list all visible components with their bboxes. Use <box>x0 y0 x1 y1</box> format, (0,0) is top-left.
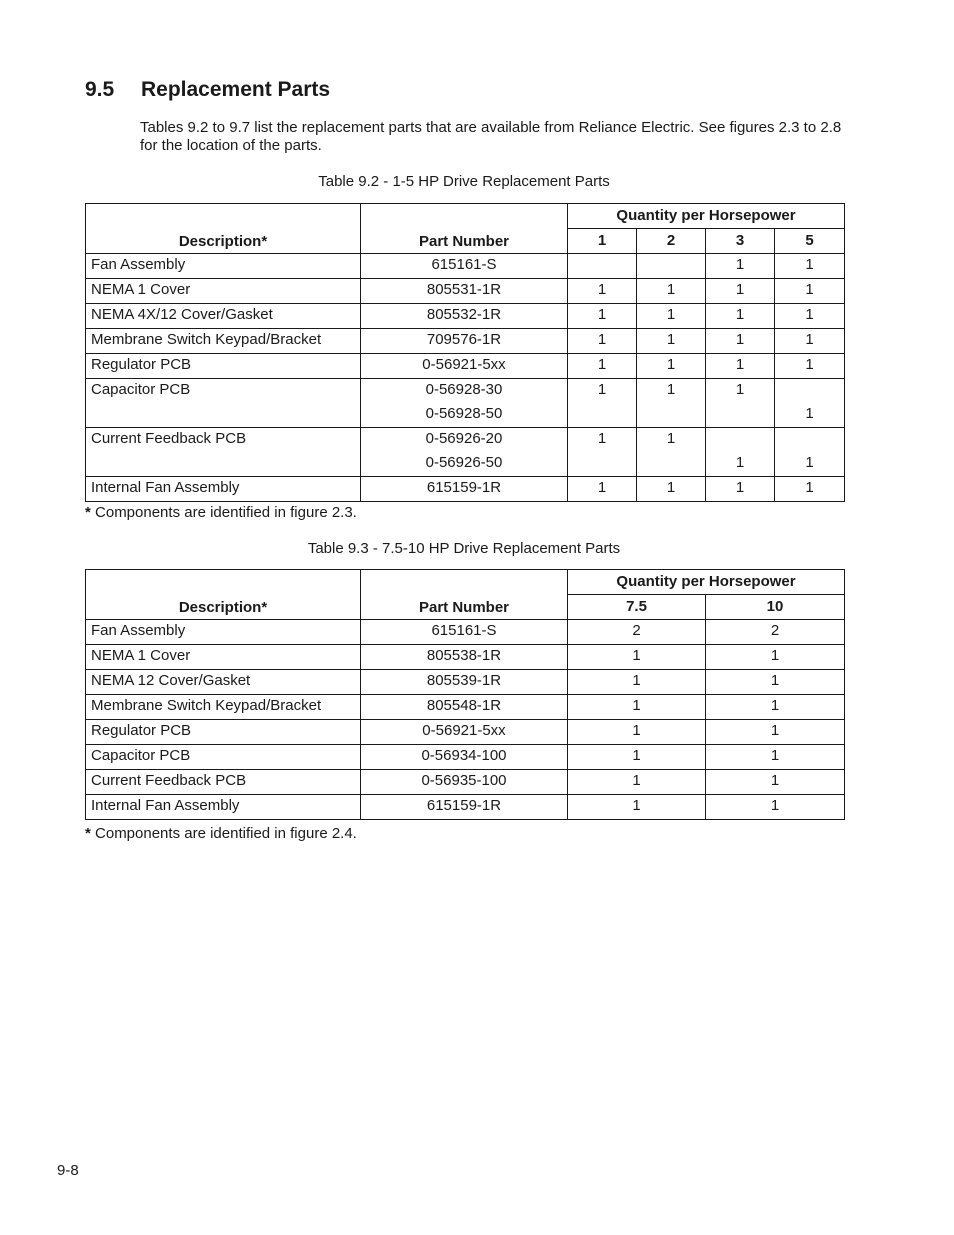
part-number-cell <box>361 379 568 428</box>
table-row <box>86 428 845 477</box>
quantity-value <box>642 452 700 476</box>
quantity-cell <box>775 428 845 477</box>
table1-footnote <box>85 504 357 521</box>
part-number: 805538-1R <box>426 647 502 664</box>
quantity-cell <box>568 620 706 645</box>
part-number-cell <box>361 477 568 502</box>
part-description: Capacitor PCB <box>86 379 361 428</box>
table1-header-hp: 2 <box>637 229 706 254</box>
table-row <box>86 379 845 428</box>
quantity-cell <box>568 720 706 745</box>
part-number-cell <box>361 279 568 304</box>
quantity-cell <box>706 645 845 670</box>
part-number-cell <box>361 304 568 329</box>
part-number: 615161-S <box>431 256 497 273</box>
table2-header-hp: 7.5 <box>568 595 706 620</box>
table1-parts-table <box>85 203 845 502</box>
quantity-cell <box>775 379 845 428</box>
quantity-cell <box>637 477 706 502</box>
part-number: 805532-1R <box>426 306 502 323</box>
part-description: Regulator PCB <box>86 720 361 745</box>
part-number: 615159-1R <box>426 479 502 496</box>
quantity-value: 1 <box>632 797 641 814</box>
quantity-cell <box>775 477 845 502</box>
quantity-value <box>573 403 631 427</box>
quantity-value: 1 <box>597 381 607 398</box>
quantity-value: 1 <box>805 281 814 298</box>
part-number-cell <box>361 428 568 477</box>
part-number: 615159-1R <box>426 797 502 814</box>
part-number: 0-56921-5xx <box>422 356 506 373</box>
table-row <box>86 720 845 745</box>
table-row <box>86 745 845 770</box>
part-description: Current Feedback PCB <box>86 428 361 477</box>
quantity-cell <box>706 428 775 477</box>
table2-header-description: Description* <box>86 570 361 620</box>
quantity-value: 1 <box>632 747 641 764</box>
quantity-value: 1 <box>805 331 814 348</box>
quantity-value: 1 <box>666 331 676 348</box>
part-number-cell <box>361 670 568 695</box>
quantity-value: 1 <box>735 479 745 496</box>
quantity-value <box>780 428 839 452</box>
table2-parts-table <box>85 569 845 820</box>
quantity-cell <box>568 379 637 428</box>
quantity-value: 1 <box>597 479 607 496</box>
part-description: NEMA 12 Cover/Gasket <box>86 670 361 695</box>
quantity-cell <box>775 279 845 304</box>
part-number: 0-56926-50 <box>425 454 503 471</box>
part-description: Fan Assembly <box>86 620 361 645</box>
quantity-value <box>780 379 839 403</box>
table-row <box>86 645 845 670</box>
table1-header-hp: 5 <box>775 229 845 254</box>
quantity-value: 1 <box>770 647 780 664</box>
section-title: Replacement Parts <box>141 78 331 101</box>
quantity-value: 1 <box>597 306 607 323</box>
part-description: Current Feedback PCB <box>86 770 361 795</box>
quantity-value: 1 <box>597 430 607 447</box>
part-description: Internal Fan Assembly <box>86 477 361 502</box>
quantity-cell <box>637 279 706 304</box>
table1-header-hp: 3 <box>706 229 775 254</box>
part-number: 0-56934-100 <box>421 747 507 764</box>
quantity-cell <box>775 254 845 279</box>
quantity-cell <box>568 770 706 795</box>
quantity-cell <box>568 670 706 695</box>
quantity-cell <box>706 379 775 428</box>
table2-caption: Table 9.3 - 7.5-10 HP Drive Replacement Parts <box>307 540 621 557</box>
quantity-value: 1 <box>666 281 676 298</box>
part-number: 0-56935-100 <box>421 772 507 789</box>
quantity-cell <box>568 304 637 329</box>
quantity-value: 1 <box>735 281 745 298</box>
quantity-cell <box>775 354 845 379</box>
quantity-cell <box>706 329 775 354</box>
table1-header-quantity: Quantity per Horsepower <box>568 204 845 229</box>
intro-paragraph: Tables 9.2 to 9.7 list the replacement parts that are available from Reliance Electric. See figures 2.3 to 2.8 for the location of the parts. <box>140 119 842 154</box>
footnote-marker: * <box>85 825 91 842</box>
quantity-value: 1 <box>632 647 641 664</box>
part-number: 0-56928-30 <box>425 381 503 398</box>
quantity-value <box>642 403 700 427</box>
quantity-value: 2 <box>632 622 641 639</box>
quantity-cell <box>706 745 845 770</box>
quantity-cell <box>637 354 706 379</box>
part-description: Membrane Switch Keypad/Bracket <box>86 329 361 354</box>
quantity-cell <box>706 304 775 329</box>
quantity-value: 1 <box>632 722 641 739</box>
part-number-cell <box>361 745 568 770</box>
quantity-cell <box>568 428 637 477</box>
table-row <box>86 354 845 379</box>
table-row <box>86 670 845 695</box>
quantity-value: 1 <box>805 454 814 471</box>
quantity-value: 1 <box>770 797 780 814</box>
part-number-cell <box>361 645 568 670</box>
part-number: 0-56926-20 <box>425 430 503 447</box>
quantity-value: 1 <box>666 381 676 398</box>
quantity-cell <box>568 354 637 379</box>
quantity-cell <box>706 620 845 645</box>
quantity-cell <box>637 428 706 477</box>
quantity-value: 1 <box>805 256 814 273</box>
part-number-cell <box>361 695 568 720</box>
table2-header-part-number: Part Number <box>361 570 568 620</box>
table-row <box>86 279 845 304</box>
quantity-value: 1 <box>770 672 780 689</box>
part-number: 709576-1R <box>426 331 502 348</box>
quantity-value: 1 <box>632 672 641 689</box>
quantity-value: 1 <box>666 479 676 496</box>
part-description: NEMA 4X/12 Cover/Gasket <box>86 304 361 329</box>
quantity-value <box>573 452 631 476</box>
quantity-cell <box>568 795 706 820</box>
quantity-cell <box>775 304 845 329</box>
quantity-value: 1 <box>735 306 745 323</box>
quantity-cell <box>637 379 706 428</box>
table1-caption: Table 9.2 - 1-5 HP Drive Replacement Parts <box>318 173 610 190</box>
table1-header-part-number: Part Number <box>361 204 568 254</box>
quantity-cell <box>706 354 775 379</box>
quantity-cell <box>706 670 845 695</box>
quantity-value: 1 <box>666 430 676 447</box>
quantity-value: 1 <box>735 454 745 471</box>
quantity-value: 1 <box>770 697 780 714</box>
part-number: 805531-1R <box>426 281 502 298</box>
quantity-cell <box>568 695 706 720</box>
quantity-value: 1 <box>805 356 814 373</box>
quantity-value: 1 <box>770 722 780 739</box>
part-number-cell <box>361 254 568 279</box>
quantity-value: 1 <box>597 331 607 348</box>
table1-header-description: Description* <box>86 204 361 254</box>
part-description: Regulator PCB <box>86 354 361 379</box>
table2-header-hp: 10 <box>706 595 845 620</box>
quantity-value: 1 <box>805 479 814 496</box>
quantity-cell <box>706 695 845 720</box>
quantity-cell <box>706 770 845 795</box>
quantity-cell <box>706 477 775 502</box>
table-row <box>86 695 845 720</box>
part-number: 0-56921-5xx <box>422 722 506 739</box>
quantity-cell <box>637 329 706 354</box>
quantity-cell <box>568 745 706 770</box>
table-row <box>86 477 845 502</box>
quantity-cell <box>706 279 775 304</box>
quantity-cell <box>568 645 706 670</box>
part-number-cell <box>361 354 568 379</box>
section-number: 9.5 <box>85 78 115 101</box>
part-number: 805539-1R <box>426 672 502 689</box>
footnote-marker: * <box>85 504 91 521</box>
quantity-value: 1 <box>597 281 607 298</box>
quantity-cell <box>775 329 845 354</box>
table2-footnote-text: Components are identified in figure 2.4. <box>95 825 357 842</box>
quantity-value <box>642 254 700 278</box>
part-number-cell <box>361 329 568 354</box>
table-row <box>86 254 845 279</box>
table2-footnote <box>85 825 357 842</box>
quantity-value: 1 <box>632 772 641 789</box>
part-description: NEMA 1 Cover <box>86 645 361 670</box>
section-heading <box>85 78 330 102</box>
part-number: 805548-1R <box>426 697 502 714</box>
part-number-cell <box>361 795 568 820</box>
quantity-value: 1 <box>770 747 780 764</box>
part-description: Fan Assembly <box>86 254 361 279</box>
quantity-cell <box>568 279 637 304</box>
quantity-cell <box>637 254 706 279</box>
quantity-cell <box>706 720 845 745</box>
part-description: Membrane Switch Keypad/Bracket <box>86 695 361 720</box>
part-description: Internal Fan Assembly <box>86 795 361 820</box>
part-number-cell <box>361 770 568 795</box>
part-number: 0-56928-50 <box>425 405 503 422</box>
quantity-value <box>573 254 631 278</box>
part-description: NEMA 1 Cover <box>86 279 361 304</box>
quantity-cell <box>706 795 845 820</box>
part-description: Capacitor PCB <box>86 745 361 770</box>
quantity-value <box>711 403 769 427</box>
quantity-value: 1 <box>666 306 676 323</box>
quantity-value: 1 <box>597 356 607 373</box>
quantity-value: 2 <box>770 622 780 639</box>
table-row <box>86 620 845 645</box>
table2-header-quantity: Quantity per Horsepower <box>568 570 845 595</box>
quantity-value: 1 <box>735 381 745 398</box>
quantity-value: 1 <box>666 356 676 373</box>
table1-footnote-text: Components are identified in figure 2.3. <box>95 504 357 521</box>
page-number: 9-8 <box>57 1162 79 1179</box>
part-number-cell <box>361 720 568 745</box>
quantity-value: 1 <box>735 256 745 273</box>
quantity-value: 1 <box>805 306 814 323</box>
quantity-cell <box>568 254 637 279</box>
quantity-cell <box>706 254 775 279</box>
quantity-value: 1 <box>632 697 641 714</box>
table1-header-hp: 1 <box>568 229 637 254</box>
quantity-cell <box>637 304 706 329</box>
quantity-value <box>711 428 769 452</box>
table-row <box>86 795 845 820</box>
part-number-cell <box>361 620 568 645</box>
table-row <box>86 329 845 354</box>
table-row <box>86 770 845 795</box>
quantity-cell <box>568 329 637 354</box>
quantity-cell <box>568 477 637 502</box>
part-number: 615161-S <box>431 622 497 639</box>
quantity-value: 1 <box>770 772 780 789</box>
quantity-value: 1 <box>805 405 814 422</box>
quantity-value: 1 <box>735 356 745 373</box>
quantity-value: 1 <box>735 331 745 348</box>
table-row <box>86 304 845 329</box>
